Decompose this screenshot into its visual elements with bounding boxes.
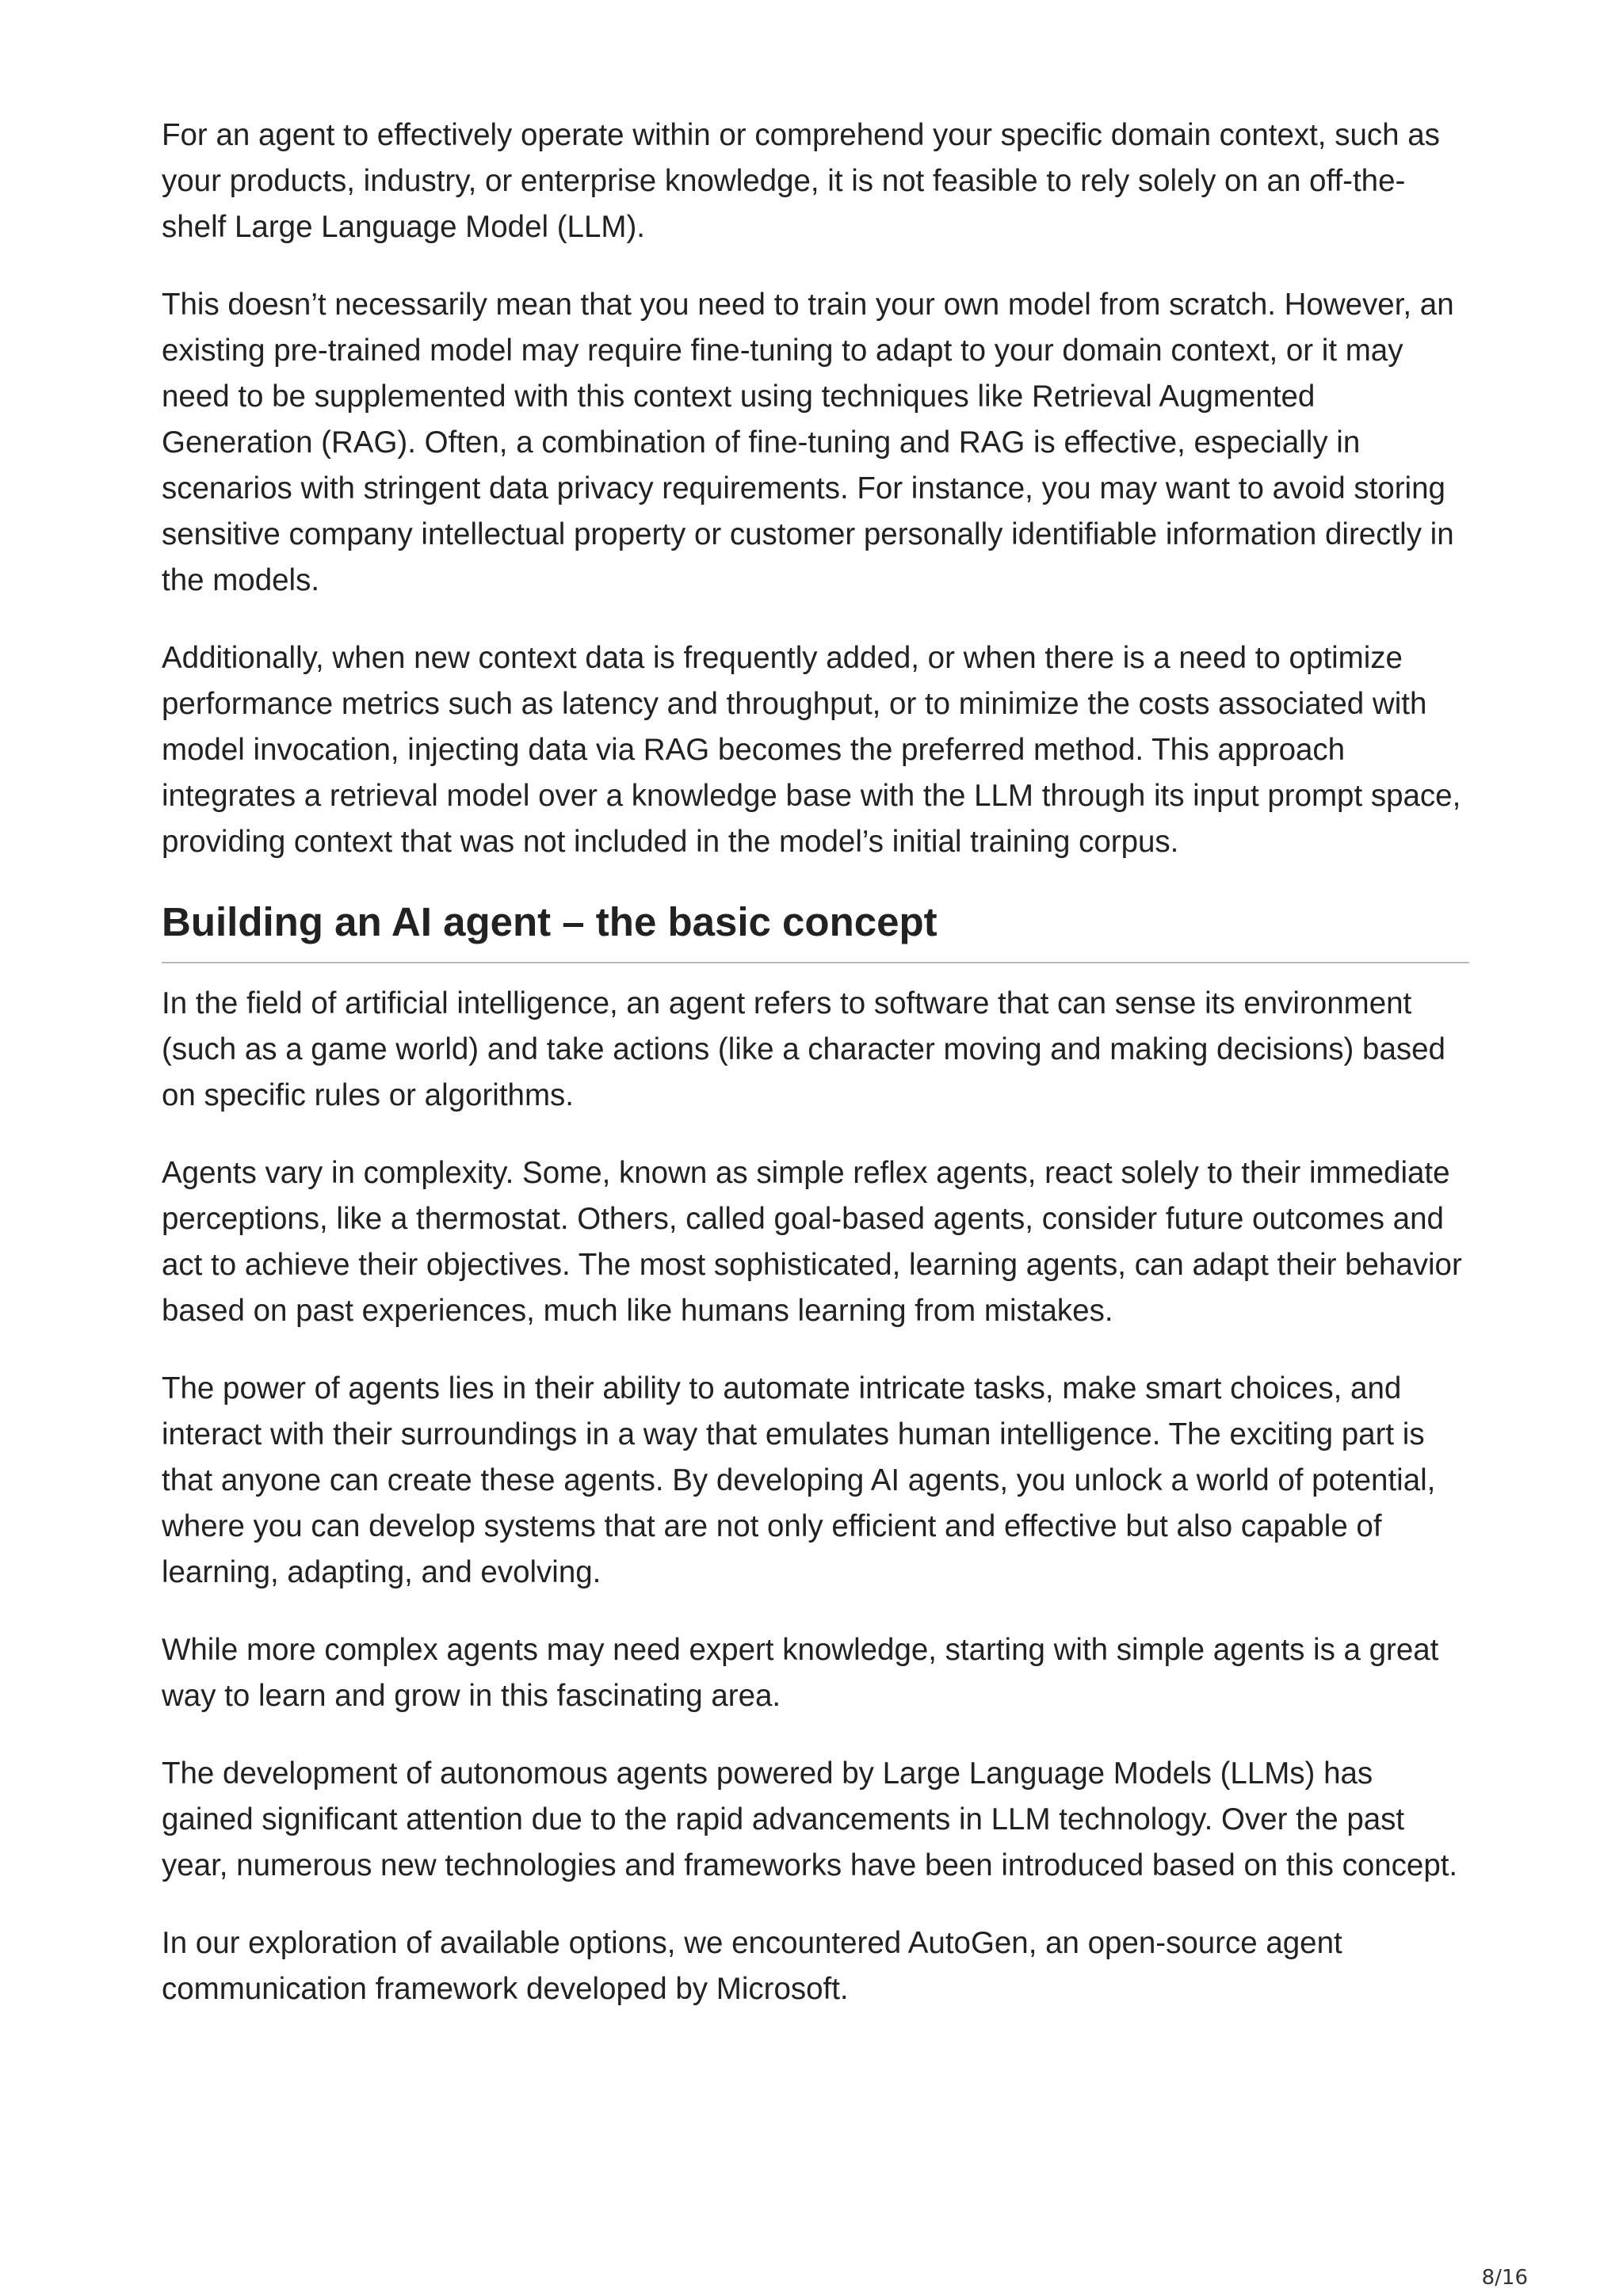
paragraph-agent-power: The power of agents lies in their ability to automate intricate tasks, make smart choices, and interact with their surroundings in a way that emulates human intelligence. The exciting part is that anyone can create these agents. By developing AI agents, you unlock a world of potential, where you can develop systems that are not only efficient and effective but also capable of learning, adapting, and evolving. — [162, 1371, 1436, 1589]
paragraph-agent-definition: In the field of artificial intelligence, an agent refers to software that can sense its environment (such as a game world) and take actions (like a character moving and making decisions) based on specific rules or algorithms. — [162, 986, 1445, 1112]
paragraph-autogen: In our exploration of available options, we encountered AutoGen, an open-source agent communication framework developed by Microsoft. — [162, 1926, 1342, 2006]
paragraph-llm-agents: The development of autonomous agents powered by Large Language Models (LLMs) has gained significant attention due to the rapid advancements in LLM technology. Over the past year, numerous new technologies and frameworks have been introduced based on this concept. — [162, 1756, 1458, 1882]
page-number: 8/16 — [1481, 2266, 1528, 2290]
paragraph-rag: Additionally, when new context data is frequently added, or when there is a need to optimize performance metrics such as latency and throughput, or to minimize the costs associated with model invocation, injecting data via RAG becomes the preferred method. This approach integrates a retrieval model over a knowledge base with the LLM through its input prompt space, providing context that was not included in the model’s initial training corpus. — [162, 641, 1461, 859]
paragraph-fine-tuning: This doesn’t necessarily mean that you need to train your own model from scratch. However, an existing pre-trained model may require fine-tuning to adapt to your domain context, or it may need to be supplemented with this context using techniques like Retrieval Augmented Generation (RAG). Often, a combination of fine-tuning and RAG is effective, especially in scenarios with stringent data privacy requirements. For instance, you may want to avoid storing sensitive company intellectual property or customer personally identifiable information directly in the models. — [162, 288, 1454, 597]
paragraph-domain-context: For an agent to effectively operate within or comprehend your specific domain context, such as your products, industry, or enterprise knowledge, it is not feasible to rely solely on an off-the-shelf Large Language Model (LLM). — [162, 118, 1440, 244]
paragraph-agent-complexity: Agents vary in complexity. Some, known as simple reflex agents, react solely to their immediate perceptions, like a thermostat. Others, called goal-based agents, consider future outcomes and act to achieve their objectives. The most sophisticated, learning agents, can adapt their behavior based on past experiences, much like humans learning from mistakes. — [162, 1156, 1462, 1328]
section-heading: Building an AI agent – the basic concept — [162, 897, 1469, 963]
document-page — [162, 113, 1469, 2044]
paragraph-simple-agents: While more complex agents may need expert knowledge, starting with simple agents is a great way to learn and grow in this fascinating area. — [162, 1633, 1439, 1713]
